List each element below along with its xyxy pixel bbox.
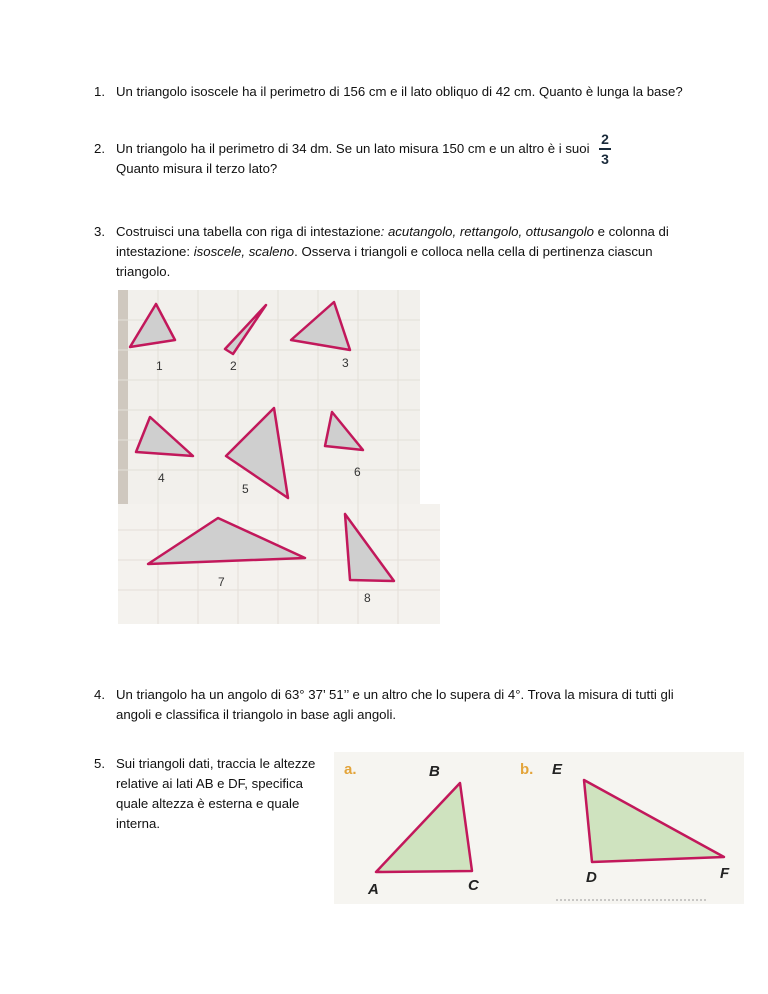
triangle-label-1: 1 (156, 359, 163, 373)
triangle-label-2: 2 (230, 359, 237, 373)
fraction-two-thirds (598, 132, 612, 166)
italic-run: : acutangolo, rettangolo, ottusangolo (380, 224, 594, 239)
vertex-c-label: C (468, 877, 479, 894)
fraction-bar (599, 148, 611, 150)
vertex-d-label: D (586, 869, 597, 886)
triangle-label-6: 6 (354, 465, 361, 479)
panel-a-label: a. (344, 761, 357, 778)
triangles-svg (118, 290, 440, 624)
exercise-text-line: triangolo. (116, 264, 171, 279)
exercise-number: 3. (94, 224, 105, 239)
vertex-a-label: A (368, 881, 379, 898)
exercise-text: Quanto misura il terzo lato? (116, 161, 278, 176)
exercise-text: Un triangolo ha un angolo di 63° 37’ 51’’ e un altro che lo supera di 4°. Trova la misura di tutti gli (116, 687, 674, 702)
italic-run: isoscele, scaleno (193, 244, 295, 259)
fraction-denominator: 3 (601, 151, 609, 167)
paper-background (334, 752, 744, 904)
exercise-number: 2. (94, 141, 105, 156)
triangle-label-3: 3 (342, 356, 349, 370)
text-run: Costruisci una tabella con riga di intestazione (116, 224, 381, 239)
triangle-label-7: 7 (218, 575, 225, 589)
triangle-label-4: 4 (158, 471, 165, 485)
text-run: intestazione: (116, 244, 194, 259)
vertex-f-label: F (720, 865, 730, 882)
altitude-figure (334, 752, 744, 904)
exercise-text: quale altezza è esterna e quale (116, 796, 300, 811)
vertex-b-label: B (429, 763, 440, 780)
text-run: e colonna di (594, 224, 669, 239)
binding-shadow (118, 290, 128, 504)
text-run: . Osserva i triangoli e colloca nella cella di pertinenza ciascun (294, 244, 653, 259)
triangle-label-5: 5 (242, 482, 249, 496)
exercise-text: relative ai lati AB e DF, specifica (116, 776, 303, 791)
exercise-text: Un triangolo isoscele ha il perimetro di 156 cm e il lato obliquo di 42 cm. Quanto è lunga la base? (116, 84, 683, 99)
exercise-text-line (116, 222, 694, 242)
exercise-number: 5. (94, 756, 105, 771)
vertex-e-label: E (552, 761, 563, 778)
exercise-number: 1. (94, 84, 105, 99)
exercise-text: Sui triangoli dati, traccia le altezze (116, 756, 316, 771)
panel-b-label: b. (520, 761, 534, 778)
exercise-text: Un triangolo ha il perimetro di 34 dm. Se un lato misura 150 cm e un altro è i suoi (116, 141, 590, 156)
exercise-text-line (116, 242, 694, 262)
triangle-label-8: 8 (364, 591, 371, 605)
page-gap (420, 290, 440, 504)
fraction-numerator: 2 (601, 131, 609, 147)
exercise-number: 4. (94, 687, 105, 702)
exercise-text: interna. (116, 816, 160, 831)
triangles-figure (118, 290, 440, 624)
altitude-svg (334, 752, 744, 904)
exercise-text: angoli e classifica il triangolo in base agli angoli. (116, 707, 397, 722)
